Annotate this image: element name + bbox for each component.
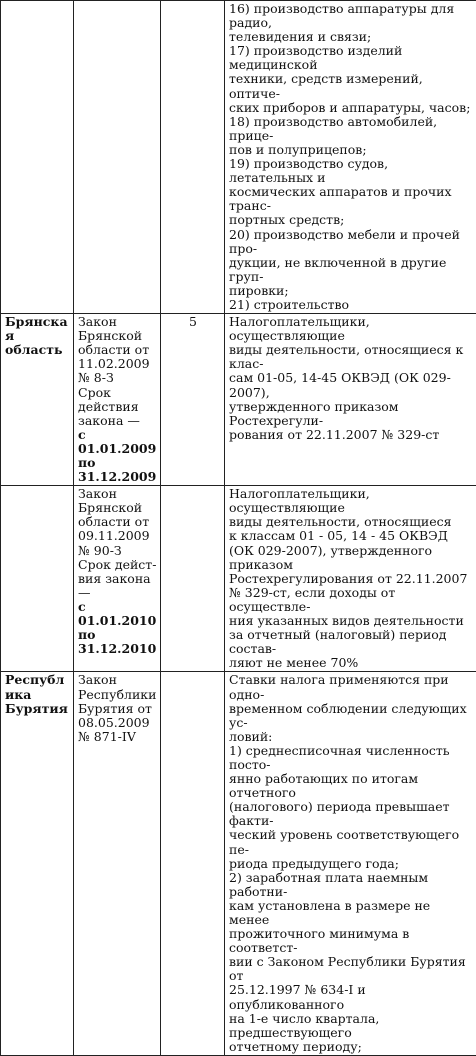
conditions-line: ских приборов и аппаратуры, часов; bbox=[229, 101, 473, 115]
law-line: Закон bbox=[78, 315, 157, 329]
rate-cell: 5 bbox=[161, 314, 225, 486]
conditions-line: Ставки налога применяются при одно- bbox=[229, 673, 473, 701]
law-period-end: по 31.12.2010 bbox=[78, 628, 157, 656]
rate-cell bbox=[161, 486, 225, 672]
conditions-line: вии с Законом Республики Бурятия от bbox=[229, 955, 473, 983]
conditions-line: Ростехрегулирования от 22.11.2007 bbox=[229, 572, 473, 586]
law-line: Закон bbox=[78, 673, 157, 687]
conditions-line: риода предыдущего года; bbox=[229, 857, 473, 871]
conditions-line: Налогоплательщики, осуществляющие bbox=[229, 315, 473, 343]
region-cell: Брянская область bbox=[1, 314, 74, 486]
conditions-line: телевидения и связи; bbox=[229, 30, 473, 44]
conditions-line: дукции, не включенной в другие груп- bbox=[229, 256, 473, 284]
conditions-line: виды деятельности, относящиеся к клас- bbox=[229, 343, 473, 371]
table-row bbox=[1, 672, 476, 1056]
conditions-line: на 1-е число квартала, предшествующего bbox=[229, 1012, 473, 1040]
law-period-start: с 01.01.2009 bbox=[78, 428, 157, 456]
conditions-line: Налогоплательщики, осуществляющие bbox=[229, 487, 473, 515]
conditions-line: (налогового) периода превышает факти- bbox=[229, 800, 473, 828]
law-line: Срок дейст- bbox=[78, 558, 157, 572]
law-line: Бурятия от bbox=[78, 702, 157, 716]
conditions-line: 1) среднесписочная численность посто- bbox=[229, 744, 473, 772]
conditions-line: временном соблюдении следующих ус- bbox=[229, 702, 473, 730]
conditions-line: ляют не менее 70% bbox=[229, 656, 473, 670]
region-cell bbox=[1, 486, 74, 672]
law-line: Республики bbox=[78, 688, 157, 702]
law-cell bbox=[74, 486, 161, 672]
law-line: действия bbox=[78, 400, 157, 414]
conditions-line: 18) производство автомобилей, прице- bbox=[229, 115, 473, 143]
conditions-line: портных средств; bbox=[229, 213, 473, 227]
conditions-line: утвержденного приказом Ростехрегули- bbox=[229, 400, 473, 428]
conditions-cell bbox=[225, 486, 476, 672]
law-line: № 871-IV bbox=[78, 730, 157, 744]
law-period-end: по 31.12.2009 bbox=[78, 456, 157, 484]
law-line: № 90-З bbox=[78, 544, 157, 558]
conditions-line: сам 01-05, 14-45 ОКВЭД (ОК 029-2007), bbox=[229, 371, 473, 399]
conditions-line: прожиточного минимума в соответст- bbox=[229, 927, 473, 955]
law-cell bbox=[74, 672, 161, 1056]
table-row bbox=[1, 1, 476, 314]
law-line: 11.02.2009 bbox=[78, 357, 157, 371]
law-period-start: с 01.01.2010 bbox=[78, 600, 157, 628]
region-cell: Республика Бурятия bbox=[1, 672, 74, 1056]
conditions-line: техники, средств измерений, оптиче- bbox=[229, 72, 473, 100]
conditions-line: янно работающих по итогам отчетного bbox=[229, 772, 473, 800]
conditions-line: ловий: bbox=[229, 730, 473, 744]
table-row bbox=[1, 314, 476, 486]
conditions-line: пировки; bbox=[229, 284, 473, 298]
conditions-line: 21) строительство bbox=[229, 298, 473, 312]
conditions-line: виды деятельности, относящиеся bbox=[229, 515, 473, 529]
law-line: области от bbox=[78, 343, 157, 357]
conditions-line: № 329-ст, если доходы от осуществле- bbox=[229, 586, 473, 614]
law-cell bbox=[74, 314, 161, 486]
conditions-line: рования от 22.11.2007 № 329-ст bbox=[229, 428, 473, 442]
conditions-line: 20) производство мебели и прочей про- bbox=[229, 228, 473, 256]
conditions-line: ческий уровень соответствующего пе- bbox=[229, 828, 473, 856]
conditions-line: отчетному периоду; bbox=[229, 1040, 473, 1054]
conditions-line: кам установлена в размере не менее bbox=[229, 899, 473, 927]
conditions-line: пов и полуприцепов; bbox=[229, 143, 473, 157]
conditions-line: 25.12.1997 № 634-I и опубликованного bbox=[229, 983, 473, 1011]
conditions-cell bbox=[225, 672, 476, 1056]
conditions-line: 19) производство судов, летательных и bbox=[229, 157, 473, 185]
law-line: закона — bbox=[78, 414, 157, 428]
law-line: Срок bbox=[78, 386, 157, 400]
conditions-line: ния указанных видов деятельности bbox=[229, 614, 473, 628]
conditions-line: космических аппаратов и прочих транс- bbox=[229, 185, 473, 213]
law-line: Брянской bbox=[78, 501, 157, 515]
table-row bbox=[1, 486, 476, 672]
conditions-cell bbox=[225, 1, 476, 314]
law-line: Брянской bbox=[78, 329, 157, 343]
law-line: № 8-З bbox=[78, 371, 157, 385]
law-line: области от bbox=[78, 515, 157, 529]
law-line: Закон bbox=[78, 487, 157, 501]
conditions-line: за отчетный (налоговый) период состав- bbox=[229, 628, 473, 656]
conditions-line: (ОК 029-2007), утвержденного приказом bbox=[229, 544, 473, 572]
law-line: 08.05.2009 bbox=[78, 716, 157, 730]
region-cell bbox=[1, 1, 74, 314]
rate-cell bbox=[161, 1, 225, 314]
law-line: 09.11.2009 bbox=[78, 529, 157, 543]
conditions-line: 2) заработная плата наемным работни- bbox=[229, 871, 473, 899]
conditions-line: 17) производство изделий медицинской bbox=[229, 44, 473, 72]
rate-cell bbox=[161, 672, 225, 1056]
conditions-line: к классам 01 - 05, 14 - 45 ОКВЭД bbox=[229, 529, 473, 543]
conditions-line: 16) производство аппаратуры для радио, bbox=[229, 2, 473, 30]
law-line: вия закона — bbox=[78, 572, 157, 600]
conditions-cell bbox=[225, 314, 476, 486]
law-cell bbox=[74, 1, 161, 314]
